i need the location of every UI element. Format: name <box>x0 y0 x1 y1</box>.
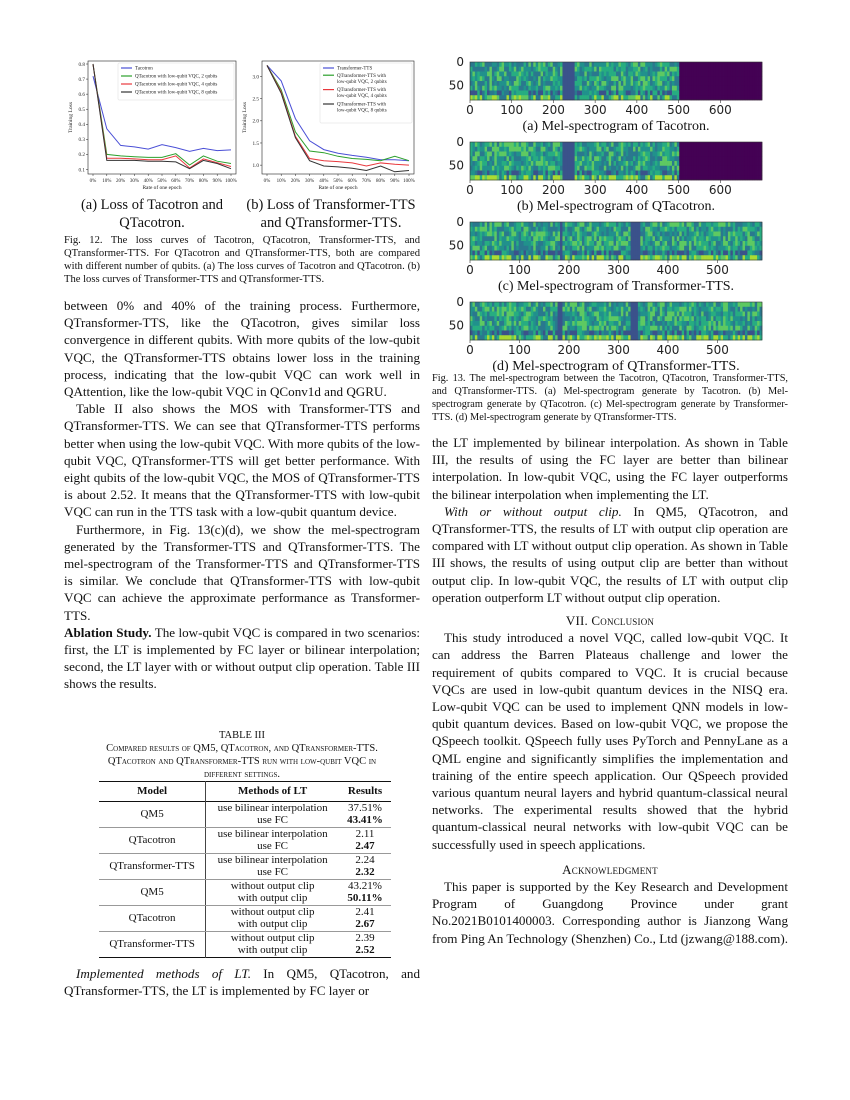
loss-chart-transformer <box>240 58 420 194</box>
model-cell: QTacotron <box>99 905 206 931</box>
svg-text:0: 0 <box>456 295 464 309</box>
svg-text:10%: 10% <box>102 179 112 184</box>
method-cell: use FC <box>206 814 339 827</box>
paragraph: Furthermore, in Fig. 13(c)(d), we show the mel-spectrogram generated by the Transformer-TTS and QTransformer-TTS. The mel-spectrogram of the Transformer-TTS and QTransformer-TTS is similar. We conclude that QTransformer-TTS with low-qubit VQC can achieve the approximate performance as Transformer-TTS. <box>64 521 420 623</box>
svg-text:2.5: 2.5 <box>252 96 259 103</box>
svg-text:300: 300 <box>607 343 630 357</box>
method-cell: with output clip <box>206 892 339 905</box>
svg-text:300: 300 <box>583 103 607 117</box>
svg-text:100%: 100% <box>403 179 415 184</box>
subcaption-line: (a) Loss of Tacotron and <box>80 197 224 213</box>
svg-text:500: 500 <box>667 183 691 197</box>
impl-text: In QM5, QTacotron, and QTransformer-TTS, the LT is implemented by FC layer or <box>64 966 420 999</box>
svg-text:20%: 20% <box>116 179 126 184</box>
svg-text:200: 200 <box>557 263 581 277</box>
svg-text:80%: 80% <box>198 179 208 184</box>
svg-text:200: 200 <box>541 103 565 117</box>
table-row <box>99 905 391 918</box>
svg-text:50%: 50% <box>333 179 343 184</box>
impl-heading: Implemented methods of LT. <box>76 966 251 981</box>
spectrogram-0 <box>449 55 763 134</box>
result-cell: 2.11 <box>355 827 375 840</box>
method-cell: without output clip <box>230 905 315 918</box>
svg-text:0.2: 0.2 <box>78 152 85 159</box>
svg-text:40%: 40% <box>143 179 153 184</box>
svg-text:0%: 0% <box>89 179 97 184</box>
table-row <box>99 879 391 892</box>
fig13 <box>440 52 785 372</box>
method-cell: without output clip <box>230 879 315 892</box>
svg-text:90%: 90% <box>212 179 222 184</box>
svg-text:70%: 70% <box>361 179 371 184</box>
method-cell: use FC <box>206 866 339 879</box>
svg-text:Tacotron: Tacotron <box>135 66 153 72</box>
paragraph-ack: This paper is supported by the Key Research and Development Program of Guangdong Province under grant No.2021B0101400003. Corresponding author is Jianzong Wang from Ping An Technology (Shenzhen) Co., Ltd (jzwang@188.com). <box>432 879 789 946</box>
paragraph: the LT implemented by bilinear interpolation. As shown in Table III, the results of using the FC layer are better than bilinear interpolation. In low-qubit VQC, using the FC layer outperforms the bilinear interpolation when implementing the LT. <box>432 435 788 502</box>
svg-text:0: 0 <box>466 103 474 117</box>
paragraph-ablation <box>64 624 420 693</box>
svg-text:400: 400 <box>625 183 649 197</box>
svg-text:600: 600 <box>708 183 732 197</box>
svg-text:0.8: 0.8 <box>78 61 85 68</box>
svg-text:Rate of one epoch: Rate of one epoch <box>318 185 358 191</box>
right-column-body <box>432 434 788 947</box>
svg-text:50: 50 <box>448 318 464 333</box>
svg-text:0.7: 0.7 <box>78 76 85 83</box>
svg-text:0: 0 <box>466 183 474 197</box>
svg-text:Training Loss: Training Loss <box>68 101 74 134</box>
svg-text:500: 500 <box>667 103 691 117</box>
svg-text:0.5: 0.5 <box>78 107 85 114</box>
svg-text:600: 600 <box>708 103 732 117</box>
paragraph-conclusion: This study introduced a novel VQC, called low-qubit VQC. It can address the Barren Plateaus challenge and lower the requirement of qubits compared to VQC. It is crucial because VQCs are used in low-qubit quantum devices in the NISQ era. Low-qubit VQC can be used to implement QNN models in low-qubit quantum devices. Based on low-qubit VQC, we propose the QSpeech toolkit. QSpeech fully uses PyTorch and PennyLane as a QML engine and significantly simplifies the implementation and training of the entire speech application. Our QSpeech provided various quantum neural layers and hybrid quantum-classical neural networks. The experimental results showed that the hybrid quantum-classical neural networks with low-qubit VQC can be successfully used in speech applications. <box>432 630 788 852</box>
table-row <box>99 801 391 814</box>
table-title: Compared results of QM5, QTacotron, and QTransformer-TTS. <box>106 743 378 754</box>
svg-text:40%: 40% <box>319 179 329 184</box>
svg-text:100%: 100% <box>225 179 237 184</box>
mel-spectrograms <box>440 52 785 372</box>
svg-text:500: 500 <box>706 263 729 277</box>
svg-text:10%: 10% <box>276 179 286 184</box>
svg-text:400: 400 <box>656 263 680 277</box>
svg-text:300: 300 <box>583 183 607 197</box>
loss-chart-tacotron <box>62 58 240 194</box>
table3-title-block <box>64 729 420 781</box>
svg-text:50: 50 <box>448 78 464 93</box>
svg-text:200: 200 <box>557 343 581 357</box>
ablation-heading: Ablation Study. <box>64 624 152 640</box>
model-cell: QTransformer-TTS <box>99 853 206 879</box>
svg-text:(c) Mel-spectrogram of Transfo: (c) Mel-spectrogram of Transformer-TTS. <box>497 279 735 294</box>
fig12a-chart <box>62 58 240 194</box>
clip-text: In QM5, QTacotron, and QTransformer-TTS, the results of LT with output clip operation are compared with LT without output clip operation. As shown in Table III shows, the results of using output clip are better than without output clip. In low-qubit VQC, the results of LT with output clip operation outperform LT without output clip operation. <box>432 503 788 605</box>
model-cell: QTransformer-TTS <box>99 931 206 957</box>
paragraph-clip <box>432 503 788 606</box>
svg-text:(d) Mel-spectrogram of QTransf: (d) Mel-spectrogram of QTransformer-TTS. <box>492 359 740 372</box>
result-cell: 43.21% <box>348 879 382 892</box>
table-title: different settings. <box>203 769 281 780</box>
spectrogram-3 <box>449 295 763 372</box>
result-cell: 2.47 <box>339 840 391 853</box>
svg-text:3.0: 3.0 <box>252 74 259 81</box>
table-title: QTacotron and QTransformer-TTS run with low-qubit VQC in <box>107 756 377 767</box>
method-cell: with output clip <box>237 944 308 956</box>
result-cell: 2.52 <box>355 944 375 956</box>
paragraph: Table II also shows the MOS with Transformer-TTS and QTransformer-TTS. We can see that QTransformer-TTS performs better when using the low-qubit VQC. With more qubits of the low-qubit VQC, QTransformer-TTS will get better performance. With eight qubits of the low-qubit VQC, the MOS of QTransformer-TTS is about 2.52. It means that the QTransformer-TTS with low-qubit VQC can run in the TTS task with a low-qubit quantum device. <box>64 401 420 520</box>
svg-text:100: 100 <box>508 263 531 277</box>
svg-text:low-qubit VQC, 4 qubits: low-qubit VQC, 4 qubits <box>337 94 387 100</box>
svg-text:30%: 30% <box>305 179 315 184</box>
method-cell: without output clip <box>230 931 315 944</box>
svg-text:0.4: 0.4 <box>78 122 85 129</box>
svg-text:500: 500 <box>706 343 729 357</box>
table3 <box>99 781 391 958</box>
table-label: TABLE III <box>218 730 266 741</box>
svg-text:200: 200 <box>541 183 565 197</box>
svg-text:70%: 70% <box>185 179 195 184</box>
clip-heading: With or without output clip. <box>444 503 622 519</box>
fig12-caption: Fig. 12. The loss curves of Tacotron, QTacotron, Transformer-TTS, and QTransformer-TTS. For QTacotron and QTransformer-TTS, both are compared with different number of qubits. (a) The loss curves of Tacotron and QTacotron. (b) The loss curves of Transformer-TTS and QTransformer-TTS. <box>64 235 420 285</box>
svg-text:20%: 20% <box>290 179 300 184</box>
svg-text:100: 100 <box>500 183 524 197</box>
method-cell: use bilinear interpolation <box>217 827 328 840</box>
method-cell: use bilinear interpolation <box>217 853 328 866</box>
model-cell: QTacotron <box>99 827 206 853</box>
result-cell: 2.32 <box>339 866 391 879</box>
svg-text:0: 0 <box>466 263 474 277</box>
result-cell: 2.24 <box>355 853 375 866</box>
conclusion-heading: VII. Conclusion <box>565 613 655 629</box>
svg-text:0: 0 <box>456 215 464 229</box>
table-row <box>99 827 391 840</box>
acknowledgment-heading: Acknowledgment <box>562 861 658 877</box>
svg-text:400: 400 <box>625 103 649 117</box>
svg-text:400: 400 <box>656 343 680 357</box>
svg-text:QTacotron with low-qubit VQC,: QTacotron with low-qubit VQC, 2 qubits <box>135 74 218 80</box>
svg-text:50: 50 <box>448 238 464 253</box>
svg-text:Training Loss: Training Loss <box>242 101 248 134</box>
svg-text:(a) Mel-spectrogram of Tacotro: (a) Mel-spectrogram of Tacotron. <box>522 119 710 134</box>
svg-text:0: 0 <box>456 135 464 149</box>
subcaption-line: and QTransformer-TTS. <box>260 215 402 231</box>
paragraph: between 0% and 40% of the training process. Furthermore, QTransformer-TTS, like the QTacotron, gives similar loss convergence in different qubits. With more qubits of the low-qubit VQC, the QTransformer-TTS obtains lower loss in the training process, indicating that the low-qubit VQC can work well in QAttention, like the low-qubit VQC in QConv1d and QGRU. <box>64 298 420 400</box>
model-cell: QM5 <box>99 879 206 905</box>
svg-text:2.0: 2.0 <box>252 118 259 125</box>
column-header: Results <box>347 785 383 797</box>
subcaption-line: QTacotron. <box>119 215 185 231</box>
svg-text:300: 300 <box>607 263 630 277</box>
result-cell: 2.67 <box>339 918 391 931</box>
result-cell: 37.51% <box>348 801 382 814</box>
svg-text:0%: 0% <box>263 179 271 184</box>
ablation-text: The low-qubit VQC is compared in two scenarios: first, the LT is implemented by FC layer or bilinear interpolation; second, the LT layer with or without output clip operation. Table III shows the results. <box>64 624 421 692</box>
method-cell: use FC <box>206 840 339 853</box>
method-cell: use bilinear interpolation <box>217 801 328 814</box>
svg-text:QTransformer-TTS with: QTransformer-TTS with <box>337 73 387 79</box>
subcaption-line: (b) Loss of Transformer-TTS <box>246 197 416 213</box>
svg-text:(b) Mel-spectrogram of QTacotr: (b) Mel-spectrogram of QTacotron. <box>516 199 716 214</box>
table-row <box>99 853 391 866</box>
svg-text:low-qubit VQC, 2 qubits: low-qubit VQC, 2 qubits <box>337 79 387 85</box>
svg-text:90%: 90% <box>390 179 400 184</box>
spectrogram-2 <box>449 215 763 294</box>
svg-text:0.1: 0.1 <box>78 167 85 174</box>
svg-text:QTransformer-TTS with: QTransformer-TTS with <box>337 102 387 108</box>
svg-text:low-qubit VQC, 8 qubits: low-qubit VQC, 8 qubits <box>337 108 387 114</box>
column-header: Methods of LT <box>237 785 308 797</box>
svg-text:QTacotron with low-qubit VQC,: QTacotron with low-qubit VQC, 4 qubits <box>135 82 218 88</box>
svg-text:0.3: 0.3 <box>78 137 85 144</box>
method-cell: with output clip <box>206 918 339 931</box>
result-cell: 50.11% <box>339 892 391 905</box>
svg-text:0: 0 <box>456 55 464 69</box>
svg-text:0: 0 <box>466 343 474 357</box>
column-header: Model <box>99 782 206 802</box>
fig12a-subcaption <box>62 196 242 232</box>
svg-text:QTacotron with low-qubit VQC,: QTacotron with low-qubit VQC, 8 qubits <box>135 90 218 96</box>
paragraph-impl <box>64 965 420 999</box>
model-cell: QM5 <box>99 801 206 827</box>
spectrogram-1 <box>449 135 763 214</box>
fig12b-chart <box>240 58 420 194</box>
left-column-body <box>64 297 420 693</box>
left-column-body-2 <box>64 965 420 999</box>
svg-text:1.0: 1.0 <box>252 162 259 169</box>
svg-text:50: 50 <box>448 158 464 173</box>
svg-text:100: 100 <box>508 343 531 357</box>
result-cell: 2.41 <box>355 905 375 918</box>
svg-text:Transformer-TTS: Transformer-TTS <box>337 66 373 72</box>
svg-text:60%: 60% <box>347 179 357 184</box>
result-cell: 2.39 <box>355 931 375 944</box>
svg-text:30%: 30% <box>129 179 139 184</box>
result-cell: 43.41% <box>339 814 391 827</box>
svg-text:50%: 50% <box>157 179 167 184</box>
fig13-caption: Fig. 13. The mel-spectrogram between the Tacotron, QTacotron, Transformer-TTS, and QTransformer-TTS. (a) Mel-spectrogram generate by Tacotron. (b) Mel-spectrogram generate by QTacotron. (c) Mel-spectrogram generate by Transformer-TTS. (d) Mel-spectrogram generate by QTransformer-TTS. <box>432 373 788 423</box>
table-row <box>99 931 391 944</box>
table3-grid <box>99 781 391 958</box>
svg-text:60%: 60% <box>171 179 181 184</box>
svg-text:80%: 80% <box>376 179 386 184</box>
svg-text:0.6: 0.6 <box>78 91 85 98</box>
fig12b-subcaption <box>236 196 426 232</box>
svg-text:QTransformer-TTS with: QTransformer-TTS with <box>337 88 387 94</box>
svg-text:1.5: 1.5 <box>252 140 259 147</box>
svg-text:100: 100 <box>500 103 524 117</box>
svg-text:Rate of one epoch: Rate of one epoch <box>142 185 182 191</box>
